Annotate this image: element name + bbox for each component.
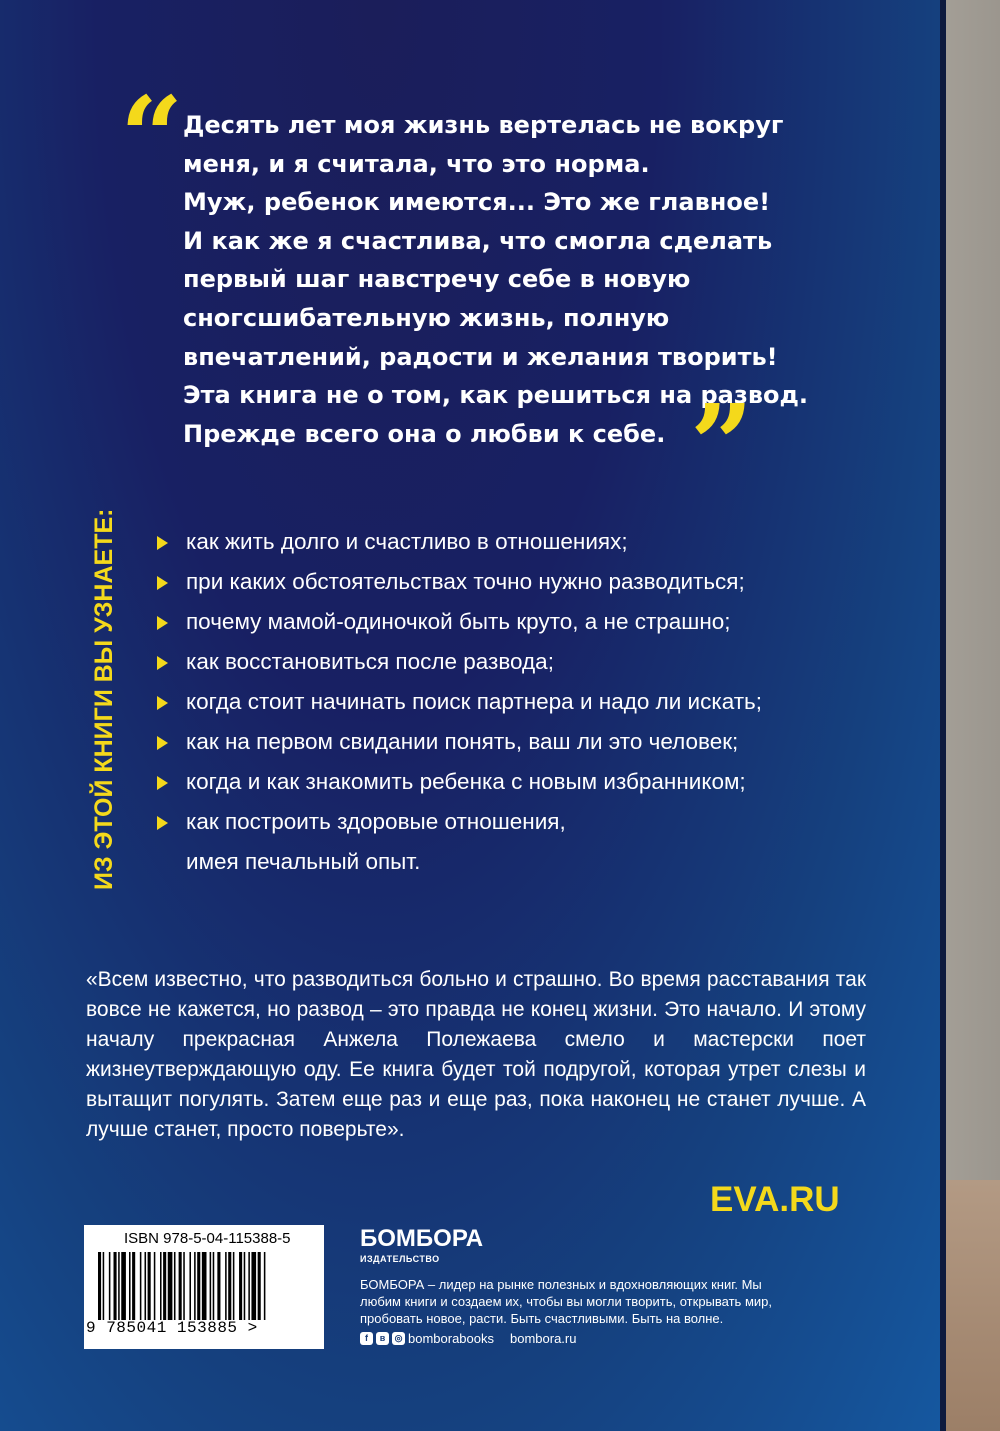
floor-background	[940, 1180, 1000, 1431]
bullet-text: имея печальный опыт.	[186, 849, 421, 874]
barcode-bar	[248, 1252, 250, 1320]
barcode-bar	[148, 1252, 151, 1320]
bullet-text: как построить здоровые отношения,	[186, 809, 566, 834]
open-quote-mark: “	[120, 72, 170, 201]
publisher-description: БОМБОРА – лидер на рынке полезных и вдохновляющих книг. Мы любим книги и создаем их, чтобы вы могли творить, открывать мир, пробовать новое, расти. Быть счастливыми. Быть на волне.	[360, 1277, 772, 1326]
barcode-bar	[98, 1252, 101, 1320]
bullet-arrow-icon	[157, 536, 168, 550]
review-source: EVA.RU	[710, 1180, 840, 1219]
quote-line: Прежде всего она о любви к себе.	[183, 419, 666, 448]
bullet-arrow-icon	[157, 696, 168, 710]
barcode-bar	[168, 1252, 173, 1320]
list-item	[160, 602, 930, 642]
quote-line: сногсшибательную жизнь, полную	[183, 303, 670, 332]
barcode-bar	[118, 1252, 120, 1320]
quote-line: впечатлений, радости и желания творить!	[183, 342, 778, 371]
list-item	[160, 722, 930, 762]
close-quote-mark: ”	[690, 380, 740, 509]
barcode-bar	[251, 1252, 256, 1320]
quote-line: меня, и я считала, что это норма.	[183, 149, 650, 178]
barcode-bar	[210, 1252, 212, 1320]
bullet-arrow-icon	[157, 816, 168, 830]
barcode-bar	[145, 1252, 147, 1320]
barcode-bar	[179, 1252, 182, 1320]
barcode-bar	[239, 1252, 242, 1320]
quote-line: Десять лет моя жизнь вертелась не вокруг	[183, 111, 784, 139]
barcode-bar	[233, 1252, 235, 1320]
barcode-bar	[189, 1252, 191, 1320]
quote-line: Эта книга не о том, как решиться на развод.	[183, 381, 808, 410]
barcode-bar	[140, 1252, 142, 1320]
barcode-bar	[160, 1252, 162, 1320]
cover-edge	[940, 0, 946, 1431]
barcode-bar	[109, 1252, 111, 1320]
barcode-bar	[163, 1252, 166, 1320]
vk-icon: в	[376, 1332, 389, 1345]
barcode-bar	[114, 1252, 117, 1320]
quote-text	[183, 106, 903, 453]
barcode-bar	[217, 1252, 220, 1320]
publisher-logo: БОМБОРА	[360, 1225, 484, 1252]
barcode-bar	[258, 1252, 261, 1320]
bullet-text: когда стоит начинать поиск партнера и надо ли искать;	[186, 689, 763, 714]
barcode-bar	[154, 1252, 156, 1320]
bullet-arrow-icon	[157, 736, 168, 750]
barcode-bar	[264, 1252, 266, 1320]
barcode-bar	[225, 1252, 227, 1320]
instagram-icon: ◎	[392, 1332, 405, 1345]
barcode-bar	[244, 1252, 246, 1320]
list-item	[160, 802, 930, 842]
barcode-bar	[213, 1252, 215, 1320]
social-handle: bomborabooks	[408, 1331, 494, 1346]
list-item	[160, 682, 930, 722]
bullet-arrow-icon	[157, 656, 168, 670]
barcode-bar	[228, 1252, 231, 1320]
bullet-text: как жить долго и счастливо в отношениях;	[186, 529, 628, 554]
quote-line: первый шаг навстречу себе в новую	[183, 265, 691, 294]
barcode-bar	[197, 1252, 200, 1320]
isbn-label: ISBN 978-5-04-115388-5	[124, 1230, 291, 1247]
barcode-bar	[174, 1252, 176, 1320]
barcode-bars	[98, 1252, 310, 1320]
barcode-digits: 9 785041 153885 >	[86, 1319, 258, 1337]
quote-line: И как же я счастлива, что смогла сделать	[183, 226, 773, 255]
bullet-text: когда и как знакомить ребенка с новым избранником;	[186, 769, 746, 794]
publisher-links	[360, 1331, 576, 1346]
barcode-bar	[121, 1252, 126, 1320]
bullet-arrow-icon	[157, 776, 168, 790]
list-item-continuation	[160, 842, 930, 882]
barcode-bar	[132, 1252, 135, 1320]
website-link: bombora.ru	[510, 1331, 577, 1346]
list-item	[160, 562, 930, 602]
list-item	[160, 522, 930, 562]
list-item	[160, 642, 930, 682]
barcode-bar	[183, 1252, 185, 1320]
list-item	[160, 762, 930, 802]
bullet-text: почему мамой-одиночкой быть круто, а не страшно;	[186, 609, 731, 634]
bullet-text: как восстановиться после развода;	[186, 649, 554, 674]
bullet-arrow-icon	[157, 616, 168, 630]
bullet-list	[160, 522, 930, 882]
side-label: ИЗ ЭТОЙ КНИГИ ВЫ УЗНАЕТЕ:	[90, 508, 118, 890]
bullet-text: как на первом свидании понять, ваш ли это человек;	[186, 729, 739, 754]
barcode-bar	[129, 1252, 131, 1320]
bullet-arrow-icon	[157, 576, 168, 590]
bullet-text: при каких обстоятельствах точно нужно разводиться;	[186, 569, 745, 594]
publisher-subtitle: ИЗДАТЕЛЬСТВО	[360, 1254, 440, 1264]
barcode-bar	[202, 1252, 207, 1320]
review-text: «Всем известно, что разводиться больно и страшно. Во время расставания так вовсе не кажется, но развод – это правда не конец жизни. Это начало. И этому началу прекрасная Анжела Полежаева смело и мастерски поет жизнеутверждающую оду. Ее книга будет той подругой, которая утрет слезы и вытащит погулять. Затем еще раз и еще раз, пока наконец не станет лучше. А лучше станет, просто поверьте».	[86, 968, 866, 1141]
barcode-bar	[194, 1252, 196, 1320]
barcode-bar	[103, 1252, 105, 1320]
facebook-icon: f	[360, 1332, 373, 1345]
quote-line: Муж, ребенок имеются... Это же главное!	[183, 188, 771, 217]
barcode	[84, 1225, 324, 1349]
